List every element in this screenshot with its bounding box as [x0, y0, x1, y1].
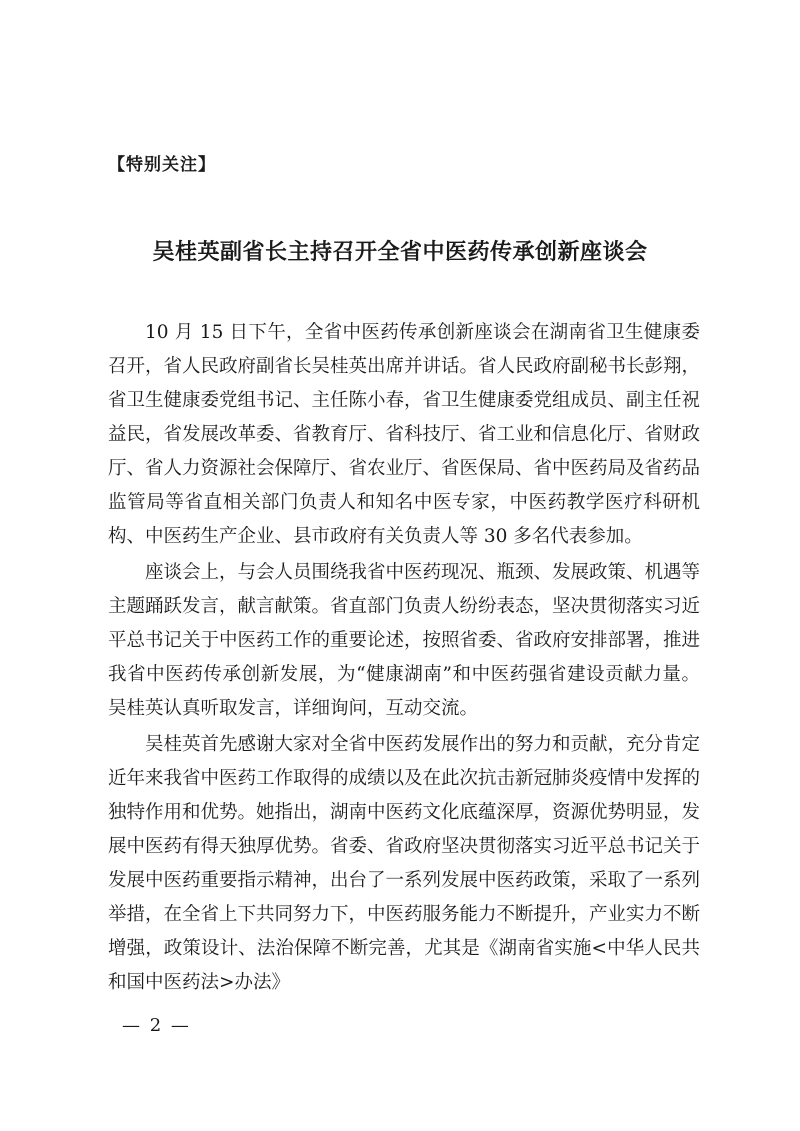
paragraph-2: 座谈会上，与会人员围绕我省中医药现况、瓶颈、发展政策、机遇等主题踊跃发言，献言献策。省直部门负责人纷纷表态，坚决贯彻落实习近平总书记关于中医药工作的重要论述，按照省委、省政府安排部署，推进我省中医药传承创新发展，为“健康湖南”和中医药强省建设贡献力量。吴桂英认真听取发言，详细询问，互动交流。: [108, 562, 701, 719]
paragraph-3: 吴桂英首先感谢大家对全省中医药发展作出的努力和贡献，充分肯定近年来我省中医药工作取得的成绩以及在此次抗击新冠肺炎疫情中发挥的独特作用和优势。她指出，湖南中医药文化底蕴深厚，资源优势明显，发展中医药有得天独厚优势。省委、省政府坚决贯彻落实习近平总书记关于发展中医药重要指示精神，出台了一系列发展中医药政策，采取了一系列举措，在全省上下共同努力下，中医药服务能力不断提升，产业实力不断增强，政策设计、法治保障不断完善，尤其是《湖南省实施<中华人民共和国中医药法>办法》: [108, 734, 701, 993]
article-body: [108, 316, 700, 1002]
article-title: 吴桂英副省长主持召开全省中医药传承创新座谈会: [152, 239, 648, 265]
paragraph-1: 10 月 15 日下午，全省中医药传承创新座谈会在湖南省卫生健康委召开，省人民政府副省长吴桂英出席并讲话。省人民政府副秘书长彭翔，省卫生健康委党组书记、主任陈小春，省卫生健康委党组成员、副主任祝益民，省发展改革委、省教育厅、省科技厅、省工业和信息化厅、省财政厅、省人力资源社会保障厅、省农业厅、省医保局、省中医药局及省药品监管局等省直相关部门负责人和知名中医专家，中医药教学医疗科研机构、中医药生产企业、县市政府有关负责人等 30 多名代表参加。: [108, 322, 701, 547]
page-number: — 2 —: [122, 1015, 191, 1036]
section-tag: 【特别关注】: [108, 155, 216, 175]
